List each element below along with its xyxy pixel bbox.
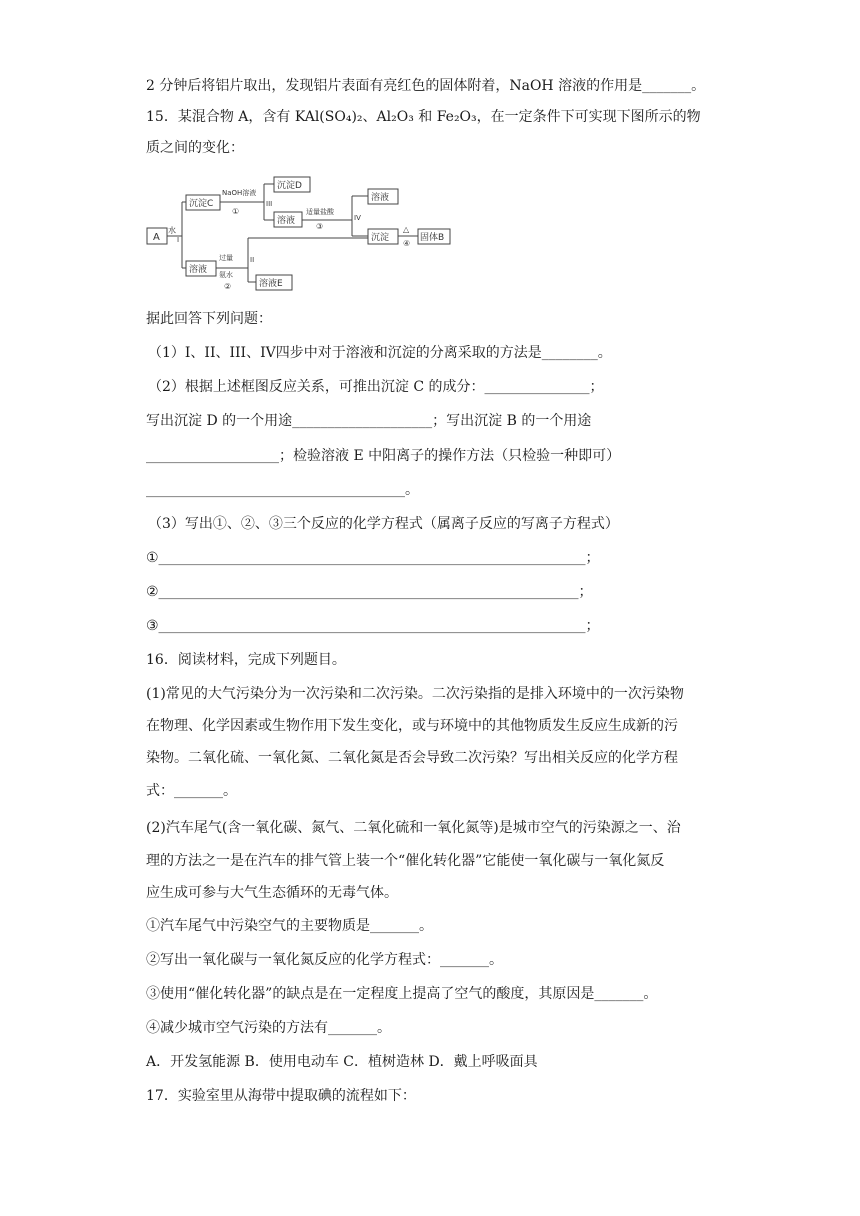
- label-circle-4: ④: [403, 239, 411, 248]
- label-step1: I: [177, 236, 180, 244]
- label-solution-c: 溶液: [189, 265, 208, 275]
- subquestion-2: （2）根据上述框图反应关系，可推出沉淀 C 的成分：_______________；: [148, 379, 604, 395]
- question-15-line: 15．某混合物 A，含有 KAl(SO₄)₂、Al₂O₃ 和 Fe₂O₃，在一定条件下可实现下图所示的物: [146, 109, 701, 125]
- text-line: 据此回答下列问题：: [146, 311, 272, 327]
- text-line: 式：_______。: [146, 783, 237, 799]
- label-hcl: 适量盐酸: [306, 208, 334, 216]
- subquestion-3: （3）写出①、②、③三个反应的化学方程式（属离子反应的写离子方程式）: [148, 516, 619, 532]
- subquestion-1: （1）I、II、III、IV四步中对于溶液和沉淀的分离采取的方法是________。: [148, 345, 612, 361]
- text-line: (1)常见的大气污染分为一次污染和二次污染。二次污染指的是排入环境中的一次污染物: [146, 686, 684, 702]
- answer-line-1: ①_____________________________________________________________；: [146, 550, 600, 566]
- label-ammonia: 氨水: [219, 271, 233, 279]
- label-precipitate-C: 沉淀C: [189, 199, 214, 209]
- text-line: 2 分钟后将铝片取出，发现铝片表面有亮红色的固体附着，NaOH 溶液的作用是_______。: [146, 78, 706, 94]
- text-line: ___________________；检验溶液 E 中阳离子的操作方法（只检验一种即可）: [146, 448, 621, 464]
- label-solution-E: 溶液E: [259, 279, 283, 289]
- text-line: _____________________________________。: [146, 482, 419, 498]
- label-precipitate-D: 沉淀D: [277, 181, 302, 191]
- label-step2: II: [250, 256, 255, 264]
- label-A: A: [153, 232, 160, 243]
- text-line: ③使用“催化转化器”的缺点是在一定程度上提高了空气的酸度，其原因是_______。: [146, 986, 658, 1002]
- label-solid-B: 固体B: [420, 233, 445, 243]
- label-precipitate: 沉淀: [371, 233, 390, 243]
- text-line: 写出沉淀 D 的一个用途____________________；写出沉淀 B 的一个用途: [146, 413, 592, 429]
- label-circle-2: ②: [224, 282, 232, 291]
- label-heat: △: [403, 225, 410, 234]
- answer-line-3: ③_____________________________________________________________；: [146, 618, 600, 634]
- text-line: ②写出一氧化碳与一氧化氮反应的化学方程式：_______。: [146, 952, 503, 968]
- label-step4: IV: [354, 214, 361, 222]
- answer-line-2: ②____________________________________________________________；: [146, 584, 593, 600]
- text-line: 染物。二氧化硫、一氧化氮、二氧化氮是否会导致二次污染？写出相关反应的化学方程: [146, 750, 678, 766]
- text-line: (2)汽车尾气(含一氧化碳、氮气、二氧化硫和一氧化氮等)是城市空气的污染源之一、治: [146, 820, 681, 836]
- text-line: 理的方法之一是在汽车的排气管上装一个“催化转化器”它能使一氧化碳与一氧化氮反: [146, 853, 665, 869]
- label-circle-1: ①: [232, 207, 240, 216]
- question-17-line: 17．实验室里从海带中提取碘的流程如下：: [146, 1088, 416, 1104]
- text-line: 应生成可参与大气生态循环的无毒气体。: [146, 885, 398, 901]
- label-excess: 过量: [219, 254, 233, 262]
- options-line: A．开发氢能源 B．使用电动车 C．植树造林 D．戴上呼吸面具: [146, 1054, 538, 1070]
- reaction-flow-diagram: [146, 172, 451, 298]
- text-line: ①汽车尾气中污染空气的主要物质是_______。: [146, 918, 433, 934]
- label-solution-a: 溶液: [277, 216, 296, 226]
- text-line: 在物理、化学因素或生物作用下发生变化，或与环境中的其他物质发生反应生成新的污: [146, 718, 678, 734]
- question-16-line: 16．阅读材料，完成下列题目。: [146, 652, 346, 668]
- label-naoh: NaOH溶液: [222, 189, 257, 197]
- label-step3: III: [266, 200, 273, 208]
- text-line: 质之间的变化：: [146, 140, 244, 156]
- label-solution-b: 溶液: [371, 193, 390, 203]
- label-water: 水: [168, 226, 176, 235]
- label-circle-3: ③: [316, 222, 324, 231]
- text-line: ④减少城市空气污染的方法有_______。: [146, 1020, 391, 1036]
